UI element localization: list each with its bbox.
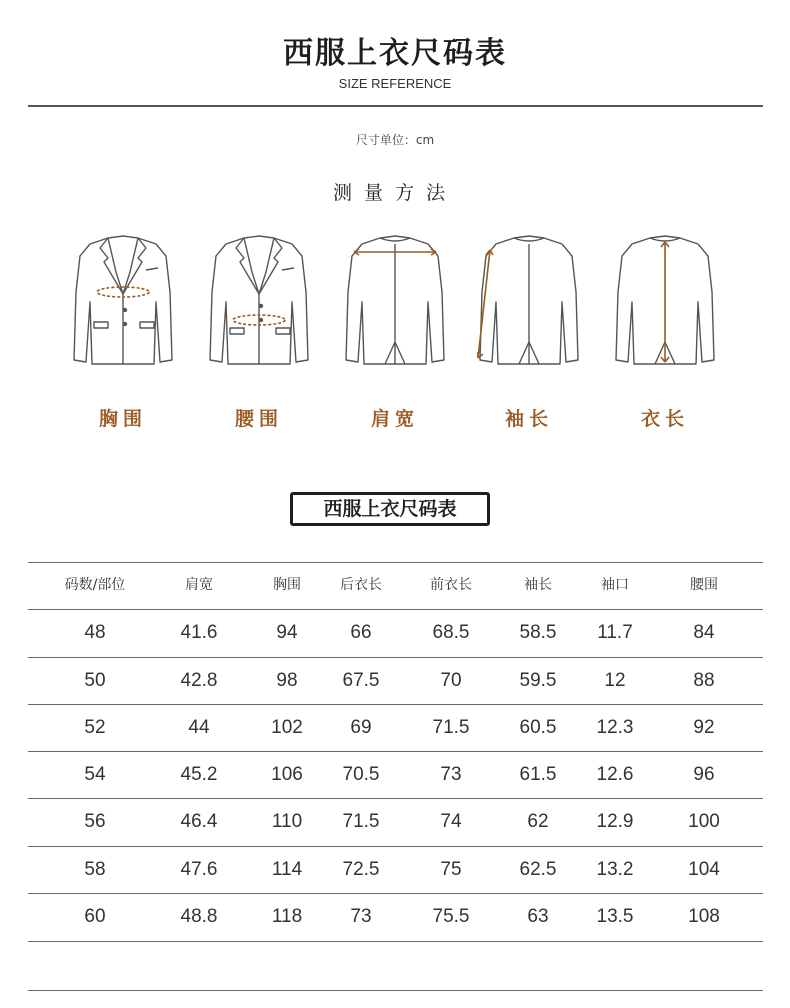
table-cell: 96 bbox=[693, 764, 715, 785]
table-cell: 63 bbox=[527, 906, 549, 927]
table-cell: 69 bbox=[350, 717, 372, 738]
table-cell: 73 bbox=[350, 906, 372, 927]
table-cell: 71.5 bbox=[432, 717, 470, 738]
table-cell: 41.6 bbox=[180, 622, 218, 643]
table-cell: 48.8 bbox=[180, 906, 218, 927]
table-cell: 12 bbox=[604, 670, 626, 691]
method-label-waist: 腰围 bbox=[234, 408, 283, 430]
table-header-cell: 前衣长 bbox=[430, 577, 472, 593]
table-cell: 48 bbox=[84, 622, 106, 643]
table-cell: 118 bbox=[271, 906, 303, 927]
table-cell: 110 bbox=[271, 811, 303, 832]
table-cell: 56 bbox=[84, 811, 106, 832]
table-cell: 46.4 bbox=[180, 811, 218, 832]
table-cell: 12.6 bbox=[596, 764, 634, 785]
table-cell: 71.5 bbox=[342, 811, 380, 832]
table-header-cell: 胸围 bbox=[273, 577, 301, 593]
table-cell: 73 bbox=[440, 764, 462, 785]
table-cell: 62 bbox=[527, 811, 549, 832]
table-cell: 94 bbox=[276, 622, 298, 643]
table-cell: 74 bbox=[440, 811, 462, 832]
table-cell: 13.5 bbox=[596, 906, 634, 927]
table-cell: 62.5 bbox=[519, 859, 557, 880]
method-label-shoulder: 肩宽 bbox=[370, 408, 419, 430]
table-cell: 12.3 bbox=[596, 717, 634, 738]
jacket-front-waist-icon bbox=[204, 232, 314, 368]
table-cell: 72.5 bbox=[342, 859, 380, 880]
table-cell: 52 bbox=[84, 717, 106, 738]
table-cell: 54 bbox=[84, 764, 106, 785]
jacket-front-chest-icon bbox=[68, 232, 178, 368]
unit-label: 尺寸单位：cm bbox=[355, 133, 435, 147]
table-cell: 106 bbox=[271, 764, 303, 785]
table-header-cell: 腰围 bbox=[690, 577, 718, 593]
table-header-cell: 袖口 bbox=[601, 577, 629, 593]
method-label-length: 衣长 bbox=[640, 408, 689, 430]
table-cell: 44 bbox=[188, 717, 210, 738]
table-cell: 59.5 bbox=[519, 670, 557, 691]
jacket-back-sleeve-icon bbox=[474, 232, 584, 368]
page-subtitle: SIZE REFERENCE bbox=[338, 76, 452, 91]
table-cell: 68.5 bbox=[432, 622, 470, 643]
page-title: 西服上衣尺码表 bbox=[283, 36, 507, 71]
table-cell: 92 bbox=[693, 717, 715, 738]
table-cell: 61.5 bbox=[519, 764, 557, 785]
table-cell: 102 bbox=[271, 717, 303, 738]
table-cell: 66 bbox=[350, 622, 372, 643]
table-cell: 108 bbox=[688, 906, 720, 927]
table-cell: 45.2 bbox=[180, 764, 218, 785]
method-label-sleeve: 袖长 bbox=[504, 408, 553, 430]
table-cell: 13.2 bbox=[596, 859, 634, 880]
table-cell: 60 bbox=[84, 906, 106, 927]
table-cell: 60.5 bbox=[519, 717, 557, 738]
bottom-divider bbox=[28, 990, 763, 991]
table-row-divider bbox=[28, 941, 763, 942]
table-header-cell: 码数/部位 bbox=[64, 577, 126, 593]
table-cell: 12.9 bbox=[596, 811, 634, 832]
table-cell: 11.7 bbox=[597, 622, 633, 643]
table-cell: 50 bbox=[84, 670, 106, 691]
table-cell: 114 bbox=[271, 859, 303, 880]
table-cell: 100 bbox=[688, 811, 720, 832]
table-cell: 98 bbox=[276, 670, 298, 691]
table-cell: 84 bbox=[693, 622, 715, 643]
table-header-cell: 肩宽 bbox=[185, 577, 213, 593]
table-cell: 104 bbox=[688, 859, 720, 880]
table-header-cell: 袖长 bbox=[524, 577, 552, 593]
method-title: 测量方法 bbox=[332, 182, 457, 204]
table-cell: 58.5 bbox=[519, 622, 557, 643]
jacket-back-length-icon bbox=[610, 232, 720, 368]
table-cell: 47.6 bbox=[180, 859, 218, 880]
table-cell: 75.5 bbox=[432, 906, 470, 927]
table-cell: 42.8 bbox=[180, 670, 218, 691]
table-cell: 67.5 bbox=[342, 670, 380, 691]
table-title: 西服上衣尺码表 bbox=[290, 492, 490, 526]
method-label-chest: 胸围 bbox=[98, 408, 147, 430]
table-cell: 70 bbox=[440, 670, 462, 691]
header-divider bbox=[28, 105, 763, 107]
table-cell: 88 bbox=[693, 670, 715, 691]
table-cell: 75 bbox=[440, 859, 462, 880]
table-cell: 58 bbox=[84, 859, 106, 880]
jacket-back-shoulder-icon bbox=[340, 232, 450, 368]
table-header-cell: 后衣长 bbox=[340, 577, 382, 593]
table-cell: 70.5 bbox=[342, 764, 380, 785]
